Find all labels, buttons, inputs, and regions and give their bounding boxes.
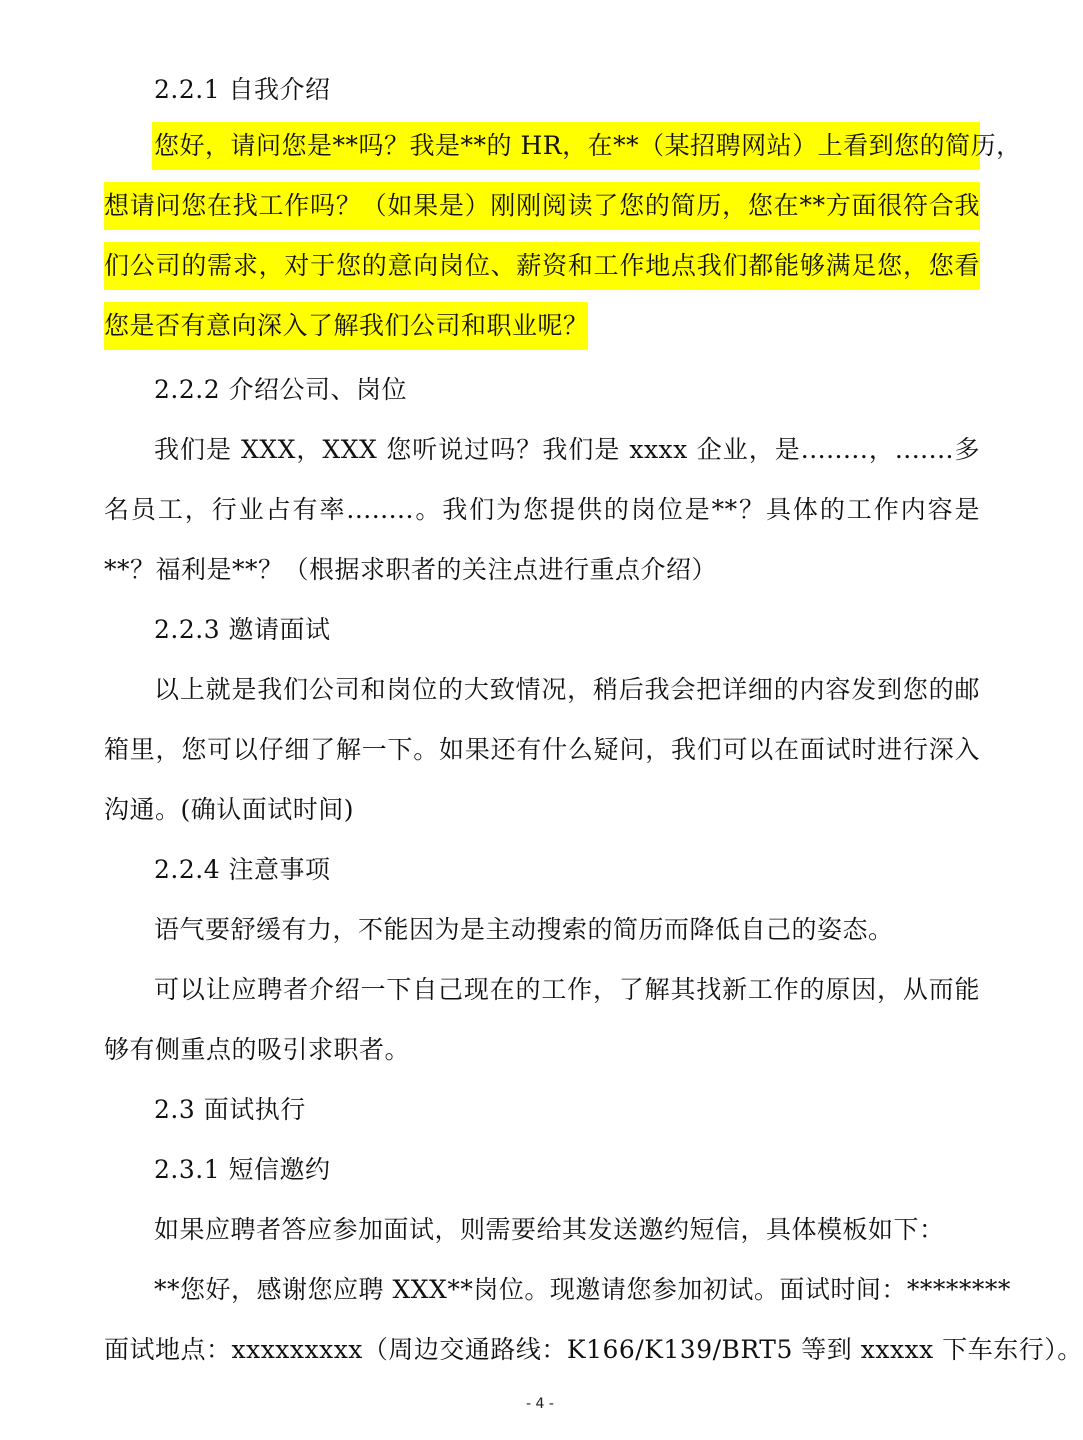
- sms-template-line: 面试地点：xxxxxxxxx（周边交通路线：K166/K139/BRT5 等到 xxxxx 下车东行）。: [104, 1335, 1083, 1364]
- paragraph-line: 我们是 XXX，XXX 您听说过吗？我们是 xxxx 企业，是........，.......多: [154, 435, 980, 464]
- paragraph-line: **？福利是**？（根据求职者的关注点进行重点介绍）: [104, 555, 718, 584]
- paragraph-line: 够有侧重点的吸引求职者。: [104, 1035, 411, 1064]
- section-heading-2-2-3: 2.2.3 邀请面试: [154, 615, 331, 644]
- paragraph-line: 沟通。(确认面试时间): [104, 795, 355, 824]
- paragraph-line: 以上就是我们公司和岗位的大致情况，稍后我会把详细的内容发到您的邮: [154, 675, 980, 704]
- sms-template-line: **您好，感谢您应聘 XXX**岗位。现邀请您参加初试。面试时间：********: [154, 1275, 1011, 1304]
- section-heading-2-3: 2.3 面试执行: [154, 1095, 306, 1124]
- paragraph-line: 您是否有意向深入了解我们公司和职业呢？: [104, 311, 589, 340]
- paragraph-line: 名员工，行业占有率........。我们为您提供的岗位是**？具体的工作内容是: [104, 495, 980, 524]
- section-heading-2-3-1: 2.3.1 短信邀约: [154, 1155, 331, 1184]
- paragraph-line: 语气要舒缓有力，不能因为是主动搜索的简历而降低自己的姿态。: [154, 915, 894, 944]
- paragraph-line: 箱里，您可以仔细了解一下。如果还有什么疑问，我们可以在面试时进行深入: [104, 735, 980, 764]
- paragraph-line: 们公司的需求，对于您的意向岗位、薪资和工作地点我们都能够满足您，您看: [104, 251, 980, 280]
- page-number: - 4 -: [526, 1396, 554, 1412]
- paragraph-line: 想请问您在找工作吗？（如果是）刚刚阅读了您的简历，您在**方面很符合我: [104, 191, 980, 220]
- paragraph-line: 如果应聘者答应参加面试，则需要给其发送邀约短信，具体模板如下：: [154, 1215, 945, 1244]
- section-heading-2-2-2: 2.2.2 介绍公司、岗位: [154, 375, 408, 404]
- paragraph-line: 可以让应聘者介绍一下自己现在的工作，了解其找新工作的原因，从而能: [154, 975, 980, 1004]
- paragraph-line: 您好，请问您是**吗？我是**的 HR，在**（某招聘网站）上看到您的简历，: [154, 131, 1022, 160]
- section-heading-2-2-4: 2.2.4 注意事项: [154, 855, 331, 884]
- section-heading-2-2-1: 2.2.1 自我介绍: [154, 75, 331, 104]
